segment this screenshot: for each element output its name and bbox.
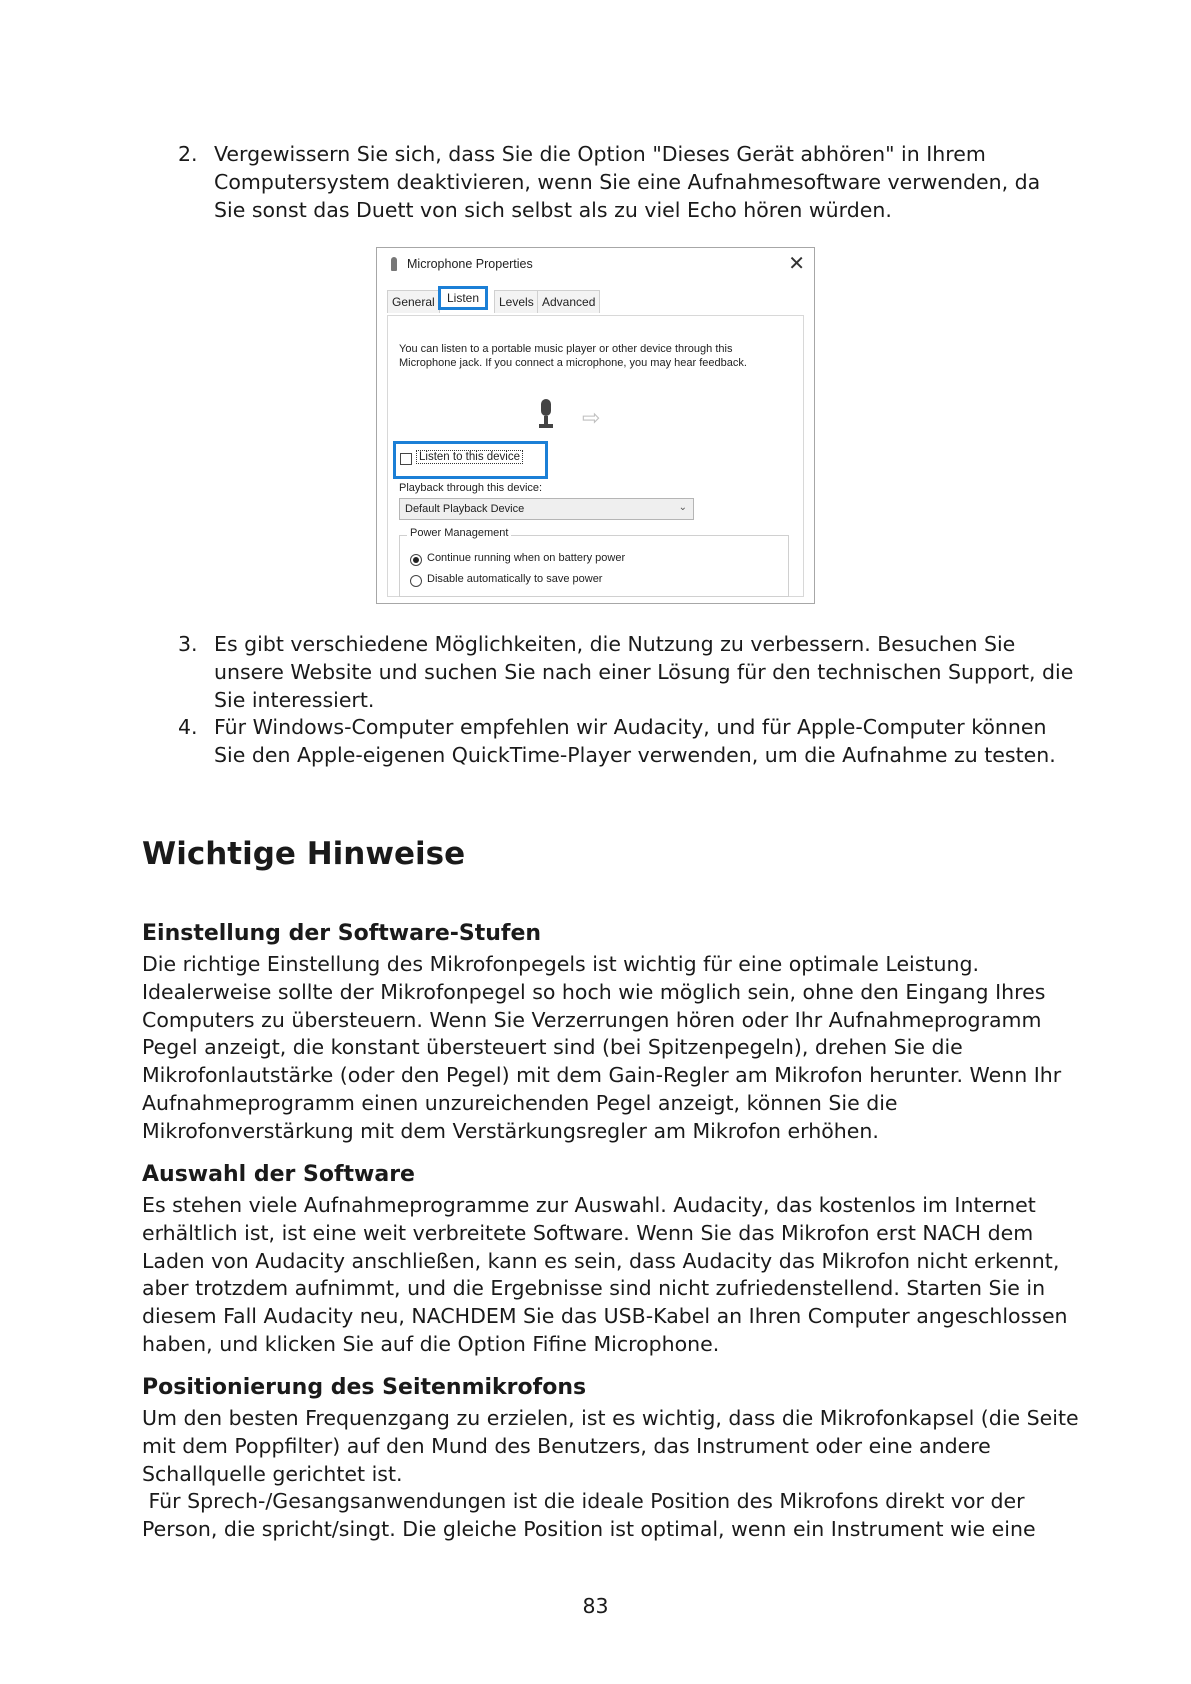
close-icon[interactable]: ✕: [788, 253, 805, 275]
power-management-label: Power Management: [407, 527, 511, 539]
tab-general[interactable]: General: [387, 290, 440, 313]
text-line: Person, die spricht/singt. Die gleiche Position ist optimal, wenn ein Instrument wie eine: [142, 1517, 1036, 1542]
dialog-title: Microphone Properties: [407, 257, 533, 271]
text-line: Computers zu übersteuern. Wenn Sie Verzerrungen hören oder Ihr Aufnahmeprogramm: [142, 1007, 1042, 1032]
text-line: aber trotzdem aufnimmt, und die Ergebnisse sind nicht zufriedenstellend. Starten Sie in: [142, 1276, 1046, 1301]
playback-device-value: Default Playback Device: [405, 503, 525, 515]
page-number: 83: [582, 1594, 609, 1618]
power-management-group: [399, 535, 789, 597]
subsection-paragraph: [142, 1405, 1079, 1544]
radio-label[interactable]: Continue running when on battery power: [427, 552, 626, 564]
text-line: Mikrofonverstärkung mit dem Verstärkungsregler am Mikrofon erhöhen.: [142, 1118, 879, 1143]
text-line: Laden von Audacity anschließen, kann es sein, dass Audacity das Mikrofon nicht erkennt,: [142, 1248, 1060, 1273]
list-text: [214, 631, 1074, 714]
text-line: Die richtige Einstellung des Mikrofonpegels ist wichtig für eine optimale Leistung.: [142, 952, 979, 976]
microphone-icon: [391, 257, 397, 271]
microphone-properties-dialog: [376, 247, 815, 604]
text-line: Sie den Apple-eigenen QuickTime-Player verwenden, um die Aufnahme zu testen.: [214, 742, 1056, 767]
list-number: 2.: [178, 142, 198, 166]
text-line: Computersystem deaktivieren, wenn Sie eine Aufnahmesoftware verwenden, da: [214, 169, 1041, 194]
radio-continue-running[interactable]: [410, 554, 422, 566]
text-line: erhältlich ist, ist eine weit verbreitete Software. Wenn Sie das Mikrofon erst NACH dem: [142, 1220, 1034, 1245]
text-line: unsere Website und suchen Sie nach einer Lösung für den technischen Support, die: [214, 659, 1074, 684]
chevron-down-icon: ⌄: [678, 502, 687, 513]
listen-checkbox-label[interactable]: Listen to this device: [416, 450, 523, 464]
list-text: [214, 141, 1064, 224]
subsection-paragraph: [142, 1192, 1068, 1359]
text-line: Um den besten Frequenzgang zu erzielen, ist es wichtig, dass die Mikrofonkapsel (die Seite: [142, 1406, 1079, 1430]
text-line: Sie interessiert.: [214, 687, 375, 712]
subsection-paragraph: [142, 951, 1062, 1146]
list-number: 3.: [178, 632, 198, 656]
text-line: Schallquelle gerichtet ist.: [142, 1461, 403, 1486]
text-line: Es stehen viele Aufnahmeprogramme zur Auswahl. Audacity, das kostenlos im Internet: [142, 1193, 1036, 1217]
radio-label[interactable]: Disable automatically to save power: [427, 573, 603, 585]
radio-disable-automatically[interactable]: [410, 575, 422, 587]
text-line: Aufnahmeprogramm einen unzureichenden Pegel anzeigt, können Sie die: [142, 1090, 898, 1115]
playback-device-select[interactable]: [399, 498, 694, 520]
listen-checkbox[interactable]: [400, 453, 412, 465]
subsection-heading: Einstellung der Software-Stufen: [142, 921, 542, 946]
text-line: diesem Fall Audacity neu, NACHDEM Sie das USB-Kabel an Ihren Computer angeschlossen: [142, 1304, 1068, 1329]
subsection-heading: Positionierung des Seitenmikrofons: [142, 1375, 587, 1400]
arrow-right-icon: ⇨: [582, 405, 601, 430]
tab-listen[interactable]: Listen: [438, 286, 488, 310]
section-title: Wichtige Hinweise: [142, 836, 466, 872]
microphone-icon: [534, 398, 558, 432]
text-line: Für Windows-Computer empfehlen wir Audacity, und für Apple-Computer können: [214, 715, 1047, 739]
tab-advanced[interactable]: Advanced: [537, 290, 600, 313]
playback-label: Playback through this device:: [399, 482, 543, 494]
text-line: haben, und klicken Sie auf die Option Fifine Microphone.: [142, 1331, 720, 1356]
tab-levels[interactable]: Levels: [494, 290, 539, 313]
text-line: mit dem Poppfilter) auf den Mund des Benutzers, das Instrument oder eine andere: [142, 1433, 991, 1458]
list-text: [214, 714, 1064, 770]
text-line: Für Sprech-/Gesangsanwendungen ist die ideale Position des Mikrofons direkt vor der: [142, 1489, 1025, 1514]
text-line: Es gibt verschiedene Möglichkeiten, die Nutzung zu verbessern. Besuchen Sie: [214, 632, 1016, 656]
text-line: Vergewissern Sie sich, dass Sie die Option "Dieses Gerät abhören" in Ihrem: [214, 142, 986, 166]
text-line: Sie sonst das Duett von sich selbst als zu viel Echo hören würden.: [214, 197, 892, 222]
text-line: Idealerweise sollte der Mikrofonpegel so hoch wie möglich sein, ohne den Eingang Ihres: [142, 979, 1046, 1004]
text-line: Pegel anzeigt, die konstant übersteuert sind (bei Spitzenpegeln), drehen Sie die: [142, 1035, 963, 1060]
text-line: Mikrofonlautstärke (oder den Pegel) mit dem Gain-Regler am Mikrofon herunter. Wenn Ihr: [142, 1063, 1062, 1088]
subsection-heading: Auswahl der Software: [142, 1162, 415, 1187]
listen-description: You can listen to a portable music player or other device through this Microphone jack. If you connect a microphone, you may hear feedback.: [399, 343, 747, 369]
list-number: 4.: [178, 715, 198, 739]
